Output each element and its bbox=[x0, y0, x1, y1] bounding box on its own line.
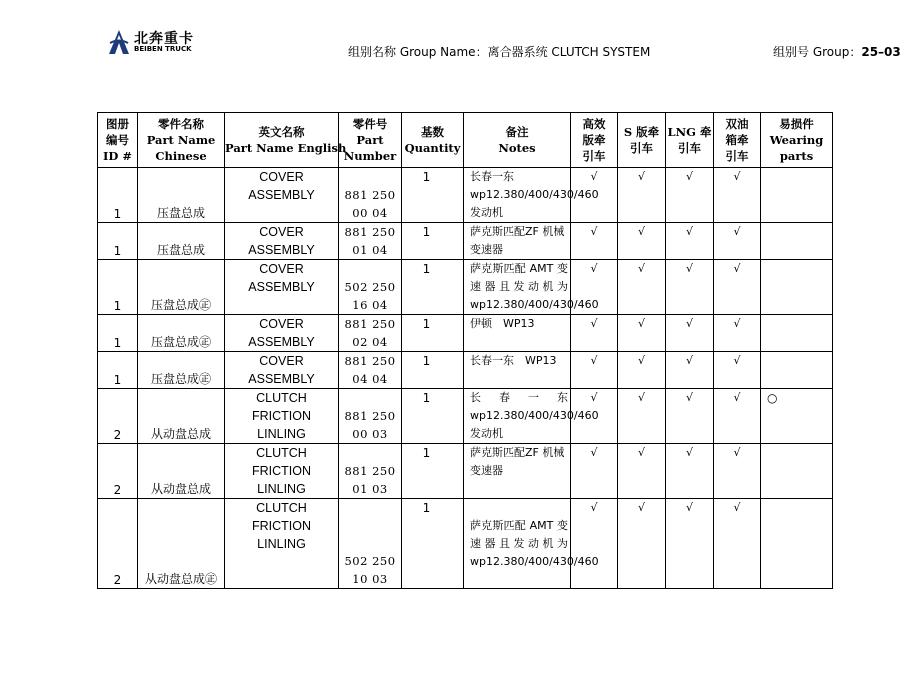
group-number-label: 组别号 Group： bbox=[773, 45, 862, 59]
cell-quantity: 1 bbox=[402, 260, 464, 315]
cell-check-dual: √ bbox=[714, 444, 761, 499]
cell-chinese-name: 压盘总成㊣ bbox=[138, 315, 225, 352]
cell-notes: 萨克斯匹配ZF 机械 变速器 bbox=[464, 223, 571, 260]
cell-wearing-part bbox=[761, 352, 833, 389]
table-row bbox=[98, 444, 833, 499]
table-row bbox=[98, 499, 833, 589]
cell-quantity: 1 bbox=[402, 389, 464, 444]
cell-chinese-name: 压盘总成㊣ bbox=[138, 352, 225, 389]
cell-notes: 萨克斯匹配 AMT 变 速 器 且 发 动 机 为 wp12.380/400/430/460 bbox=[464, 260, 571, 315]
cell-wearing-part bbox=[761, 223, 833, 260]
cell-check-s: √ bbox=[618, 168, 666, 223]
col-header-dual-tank: 双油 箱牵 引车 bbox=[714, 113, 761, 168]
cell-quantity: 1 bbox=[402, 499, 464, 589]
cell-part-number: 881 250 00 03 bbox=[339, 389, 402, 444]
cell-english-name: CLUTCH FRICTION LINLING bbox=[225, 389, 339, 444]
logo-english-text: BEIBEN TRUCK bbox=[134, 45, 192, 53]
cell-chinese-name: 压盘总成㊣ bbox=[138, 260, 225, 315]
cell-check-high: √ bbox=[571, 168, 618, 223]
cell-check-high: √ bbox=[571, 389, 618, 444]
group-number-value: 25–03 bbox=[861, 45, 901, 59]
cell-check-s: √ bbox=[618, 352, 666, 389]
cell-check-s: √ bbox=[618, 499, 666, 589]
col-header-lng: LNG 牵 引车 bbox=[666, 113, 714, 168]
cell-check-high: √ bbox=[571, 223, 618, 260]
cell-english-name: CLUTCH FRICTION LINLING bbox=[225, 444, 339, 499]
cell-notes: 长 春 一 东 wp12.380/400/430/460 发动机 bbox=[464, 389, 571, 444]
cell-check-lng: √ bbox=[666, 168, 714, 223]
parts-table bbox=[97, 112, 833, 589]
cell-check-dual: √ bbox=[714, 499, 761, 589]
cell-check-s: √ bbox=[618, 260, 666, 315]
cell-quantity: 1 bbox=[402, 444, 464, 499]
cell-wearing-part bbox=[761, 499, 833, 589]
cell-id: 2 bbox=[98, 499, 138, 589]
cell-id: 1 bbox=[98, 223, 138, 260]
beiben-emblem-icon bbox=[107, 29, 131, 55]
cell-chinese-name: 从动盘总成 bbox=[138, 389, 225, 444]
cell-check-lng: √ bbox=[666, 352, 714, 389]
cell-id: 2 bbox=[98, 389, 138, 444]
cell-quantity: 1 bbox=[402, 168, 464, 223]
cell-check-high: √ bbox=[571, 352, 618, 389]
cell-check-s: √ bbox=[618, 223, 666, 260]
cell-wearing-part bbox=[761, 260, 833, 315]
cell-check-dual: √ bbox=[714, 260, 761, 315]
cell-check-dual: √ bbox=[714, 315, 761, 352]
cell-quantity: 1 bbox=[402, 352, 464, 389]
cell-id: 1 bbox=[98, 260, 138, 315]
cell-id: 1 bbox=[98, 315, 138, 352]
cell-notes: 长春一东 WP13 bbox=[464, 352, 571, 389]
cell-wearing-part bbox=[761, 168, 833, 223]
cell-part-number: 502 250 16 04 bbox=[339, 260, 402, 315]
cell-check-s: √ bbox=[618, 444, 666, 499]
table-row bbox=[98, 260, 833, 315]
cell-notes: 伊顿 WP13 bbox=[464, 315, 571, 352]
cell-check-lng: √ bbox=[666, 444, 714, 499]
cell-english-name: COVER ASSEMBLY bbox=[225, 223, 339, 260]
cell-check-dual: √ bbox=[714, 352, 761, 389]
table-row bbox=[98, 315, 833, 352]
col-header-high-efficiency: 高效 版牵 引车 bbox=[571, 113, 618, 168]
cell-english-name: CLUTCH FRICTION LINLING bbox=[225, 499, 339, 589]
cell-check-lng: √ bbox=[666, 260, 714, 315]
cell-part-number: 881 250 04 04 bbox=[339, 352, 402, 389]
cell-notes: 萨克斯匹配ZF 机械 变速器 bbox=[464, 444, 571, 499]
table-row bbox=[98, 223, 833, 260]
group-name: 组别名称 Group Name：离合器系统 CLUTCH SYSTEM bbox=[348, 45, 651, 59]
cell-check-high: √ bbox=[571, 260, 618, 315]
cell-chinese-name: 从动盘总成 bbox=[138, 444, 225, 499]
cell-wearing-part bbox=[761, 444, 833, 499]
cell-check-high: √ bbox=[571, 315, 618, 352]
cell-chinese-name: 压盘总成 bbox=[138, 223, 225, 260]
col-header-wearing-parts: 易损件 Wearing parts bbox=[761, 113, 833, 168]
col-header-s-version: S 版牵 引车 bbox=[618, 113, 666, 168]
cell-quantity: 1 bbox=[402, 315, 464, 352]
table-row bbox=[98, 352, 833, 389]
cell-chinese-name: 从动盘总成㊣ bbox=[138, 499, 225, 589]
cell-check-high: √ bbox=[571, 444, 618, 499]
cell-check-lng: √ bbox=[666, 389, 714, 444]
col-header-id: 图册 编号 ID # bbox=[98, 113, 138, 168]
cell-check-lng: √ bbox=[666, 223, 714, 260]
col-header-notes: 备注 Notes bbox=[464, 113, 571, 168]
cell-part-number: 502 250 10 03 bbox=[339, 499, 402, 589]
cell-check-high: √ bbox=[571, 499, 618, 589]
cell-english-name: COVER ASSEMBLY bbox=[225, 315, 339, 352]
cell-english-name: COVER ASSEMBLY bbox=[225, 352, 339, 389]
cell-english-name: COVER ASSEMBLY bbox=[225, 260, 339, 315]
cell-wearing-part bbox=[761, 315, 833, 352]
cell-check-dual: √ bbox=[714, 168, 761, 223]
table-row bbox=[98, 389, 833, 444]
cell-part-number: 881 250 01 03 bbox=[339, 444, 402, 499]
col-header-quantity: 基数 Quantity bbox=[402, 113, 464, 168]
logo-chinese-text: 北奔重卡 bbox=[134, 31, 194, 47]
cell-wearing-part: ○ bbox=[761, 389, 833, 444]
cell-check-s: √ bbox=[618, 315, 666, 352]
cell-part-number: 881 250 02 04 bbox=[339, 315, 402, 352]
cell-notes: 萨克斯匹配 AMT 变 速 器 且 发 动 机 为 wp12.380/400/430/460 bbox=[464, 499, 571, 589]
cell-notes: 长春一东 wp12.380/400/430/460 发动机 bbox=[464, 168, 571, 223]
cell-check-dual: √ bbox=[714, 223, 761, 260]
cell-check-lng: √ bbox=[666, 499, 714, 589]
cell-part-number: 881 250 00 04 bbox=[339, 168, 402, 223]
cell-quantity: 1 bbox=[402, 223, 464, 260]
cell-check-lng: √ bbox=[666, 315, 714, 352]
col-header-part-number: 零件号 Part Number bbox=[339, 113, 402, 168]
cell-part-number: 881 250 01 04 bbox=[339, 223, 402, 260]
cell-id: 1 bbox=[98, 352, 138, 389]
table-header-row bbox=[98, 113, 833, 168]
table-row bbox=[98, 168, 833, 223]
cell-check-dual: √ bbox=[714, 389, 761, 444]
cell-id: 2 bbox=[98, 444, 138, 499]
cell-chinese-name: 压盘总成 bbox=[138, 168, 225, 223]
col-header-english-name: 英文名称 Part Name English bbox=[225, 113, 339, 168]
cell-check-s: √ bbox=[618, 389, 666, 444]
cell-english-name: COVER ASSEMBLY bbox=[225, 168, 339, 223]
col-header-chinese-name: 零件名称 Part Name Chinese bbox=[138, 113, 225, 168]
group-number bbox=[773, 43, 901, 60]
cell-id: 1 bbox=[98, 168, 138, 223]
